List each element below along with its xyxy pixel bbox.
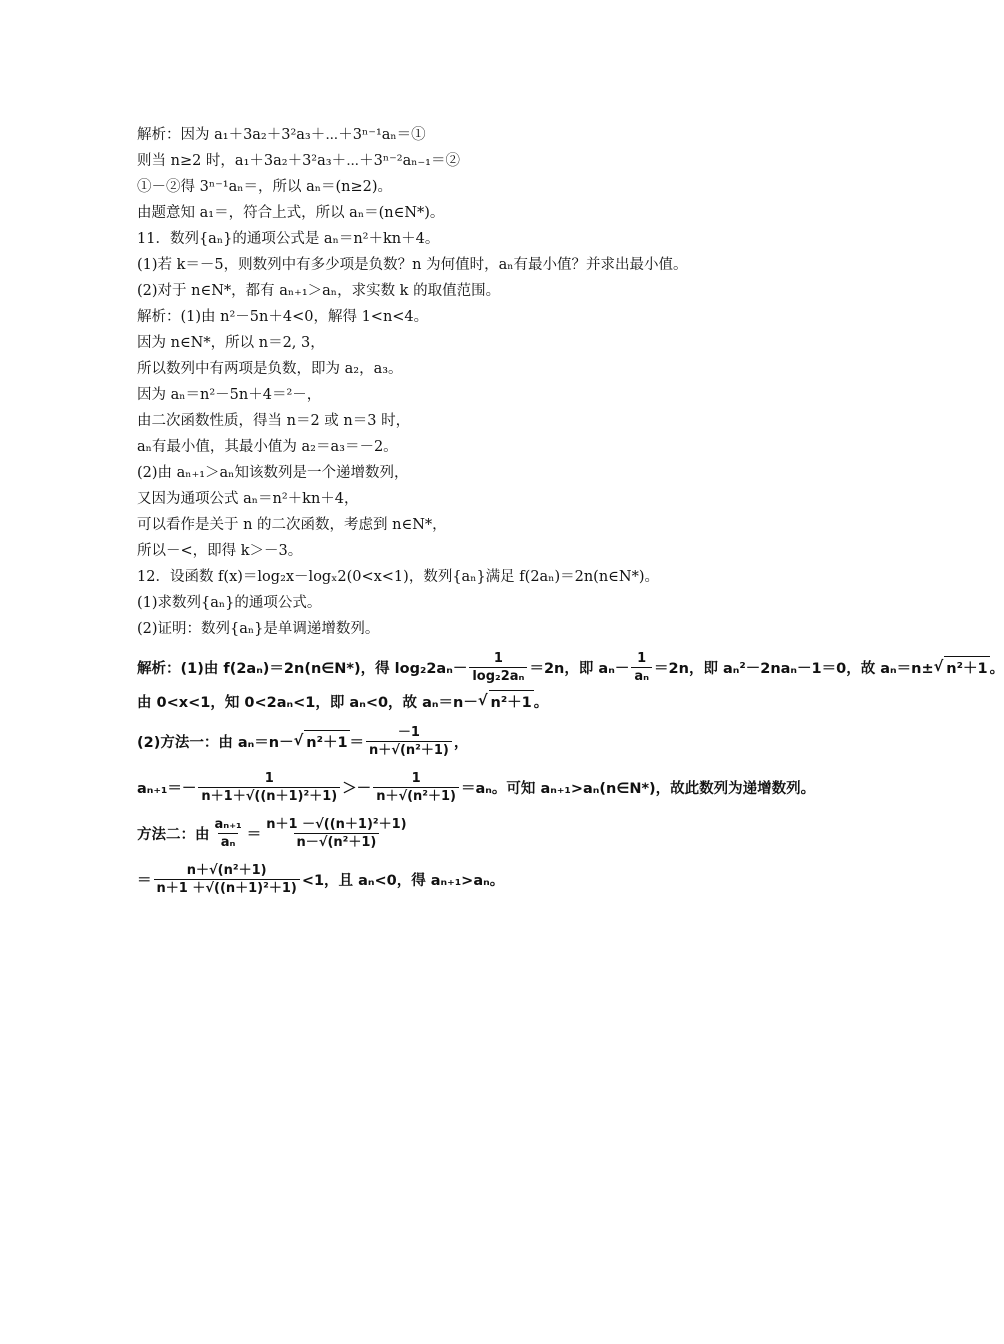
sqrt-radicand: n²＋1 <box>944 656 989 678</box>
fraction <box>631 651 652 684</box>
fraction-numerator: 1 <box>411 770 421 786</box>
solution-row-6 <box>137 856 917 902</box>
problem-12-part-1: (1)求数列{aₙ}的通项公式。 <box>137 595 322 611</box>
problem-12-title: 12．设函数 f(x)＝log₂x－logₓ2(0<x<1)，数列{aₙ}满足 f(2aₙ)＝2n(n∈N*)。 <box>137 569 660 585</box>
text-line: aₙ有最小值，其最小值为 a₂＝a₃＝－2。 <box>137 439 398 455</box>
solution-text: ＝2n，即 aₙ²－2naₙ－1＝0，故 aₙ＝n± <box>654 660 934 677</box>
fraction-denominator: aₙ <box>631 667 652 684</box>
solution-text: <1，且 aₙ<0，得 aₙ₊₁>aₙ。 <box>301 872 505 889</box>
document-body <box>137 122 1004 902</box>
text-line: 解析：因为 a₁＋3a₂＋3²a₃＋⋯＋3ⁿ⁻¹aₙ＝① <box>137 127 426 143</box>
solution-row-2 <box>137 684 917 718</box>
solution-row-4 <box>137 764 917 810</box>
solution-text: aₙ₊₁＝－ <box>137 780 197 797</box>
text-line: 可以看作是关于 n 的二次函数，考虑到 n∈N*， <box>137 517 447 533</box>
fraction-denominator: n－√(n²＋1) <box>294 833 380 850</box>
solution-text: ， <box>453 734 469 751</box>
solution-text: 由 0<x<1，知 0<2aₙ<1，即 aₙ<0，故 aₙ＝n－ <box>137 694 478 711</box>
fraction-numerator: 1 <box>264 770 274 786</box>
text-line: ①－②得 3ⁿ⁻¹aₙ＝，所以 aₙ＝(n≥2)。 <box>137 179 393 195</box>
solution-text: ＝ <box>137 872 152 889</box>
fraction <box>154 863 300 896</box>
text-line: 又因为通项公式 aₙ＝n²＋kn＋4， <box>137 491 359 507</box>
fraction <box>263 817 409 850</box>
fraction <box>373 771 459 804</box>
problem-11-part-1: (1)若 k＝－5，则数列中有多少项是负数？n 为何值时，aₙ有最小值？并求出最小值。 <box>137 257 688 273</box>
solution-text: 。 <box>989 660 1004 677</box>
solution-row-3 <box>137 718 917 764</box>
solution-text: ＝2n，即 aₙ－ <box>529 660 630 677</box>
fraction-numerator: aₙ₊₁ <box>214 816 242 832</box>
solution-text: (2)方法一：由 aₙ＝n－ <box>137 734 294 751</box>
text-line: 由二次函数性质，得当 n＝2 或 n＝3 时， <box>137 413 411 429</box>
solution-row-1 <box>137 650 1004 684</box>
fraction-denominator: n＋√(n²＋1) <box>373 787 459 804</box>
fraction-numerator: －1 <box>397 724 420 740</box>
fraction <box>366 725 452 758</box>
problem-11-part-2: (2)对于 n∈N*，都有 aₙ₊₁＞aₙ，求实数 k 的取值范围。 <box>137 283 501 299</box>
fraction-denominator: n＋√(n²＋1) <box>366 741 452 758</box>
text-line: 所以－<，即得 k＞－3。 <box>137 543 303 559</box>
solution-text: ＞－ <box>342 780 372 797</box>
sqrt-sign-icon: √ <box>293 733 304 749</box>
fraction-denominator: log₂2aₙ <box>469 667 527 684</box>
solution-text: 方法二：由 <box>137 826 210 843</box>
fraction <box>198 771 340 804</box>
text-line: 因为 n∈N*，所以 n＝2, 3， <box>137 335 325 351</box>
solution-text: ＝ <box>349 734 365 751</box>
fraction <box>212 817 245 850</box>
fraction-numerator: 1 <box>637 650 647 666</box>
text-line: 解析：(1)由 n²－5n＋4<0，解得 1<n<4。 <box>137 309 429 325</box>
sqrt-radicand: n²＋1 <box>304 730 349 752</box>
solution-text: ＝ <box>246 826 262 843</box>
solution-text: ＝aₙ。可知 aₙ₊₁>aₙ(n∈N*)，故此数列为递增数列。 <box>461 780 816 797</box>
text-line: 因为 aₙ＝n²－5n＋4＝²－， <box>137 387 322 403</box>
sqrt-radicand: n²＋1 <box>489 690 534 712</box>
solution-text: 解析：(1)由 f(2aₙ)＝2n(n∈N*)，得 log₂2aₙ－ <box>137 660 468 677</box>
fraction-numerator: n＋1 －√((n＋1)²＋1) <box>266 816 407 832</box>
fraction-denominator: n＋1 ＋√((n＋1)²＋1) <box>154 879 300 896</box>
sqrt-sign-icon: √ <box>933 659 944 675</box>
fraction-denominator: n＋1＋√((n＋1)²＋1) <box>198 787 340 804</box>
solution-row-5 <box>137 810 917 856</box>
text-line: 由题意知 a₁＝，符合上式，所以 aₙ＝(n∈N*)。 <box>137 205 445 221</box>
text-line: 则当 n≥2 时，a₁＋3a₂＋3²a₃＋⋯＋3ⁿ⁻²aₙ₋₁＝② <box>137 153 460 169</box>
solution-block <box>137 650 1004 902</box>
sqrt-sign-icon: √ <box>477 693 488 709</box>
fraction-denominator: aₙ <box>218 833 239 850</box>
text-line: (2)由 aₙ₊₁＞aₙ知该数列是一个递增数列， <box>137 465 409 481</box>
text-line: 所以数列中有两项是负数，即为 a₂，a₃。 <box>137 361 403 377</box>
fraction <box>469 651 527 684</box>
solution-text: 。 <box>533 694 549 711</box>
fraction-numerator: 1 <box>493 650 503 666</box>
problem-11-title: 11．数列{aₙ}的通项公式是 aₙ＝n²＋kn＋4。 <box>137 231 440 247</box>
fraction-numerator: n＋√(n²＋1) <box>186 862 267 878</box>
problem-12-part-2: (2)证明：数列{aₙ}是单调递增数列。 <box>137 621 380 637</box>
